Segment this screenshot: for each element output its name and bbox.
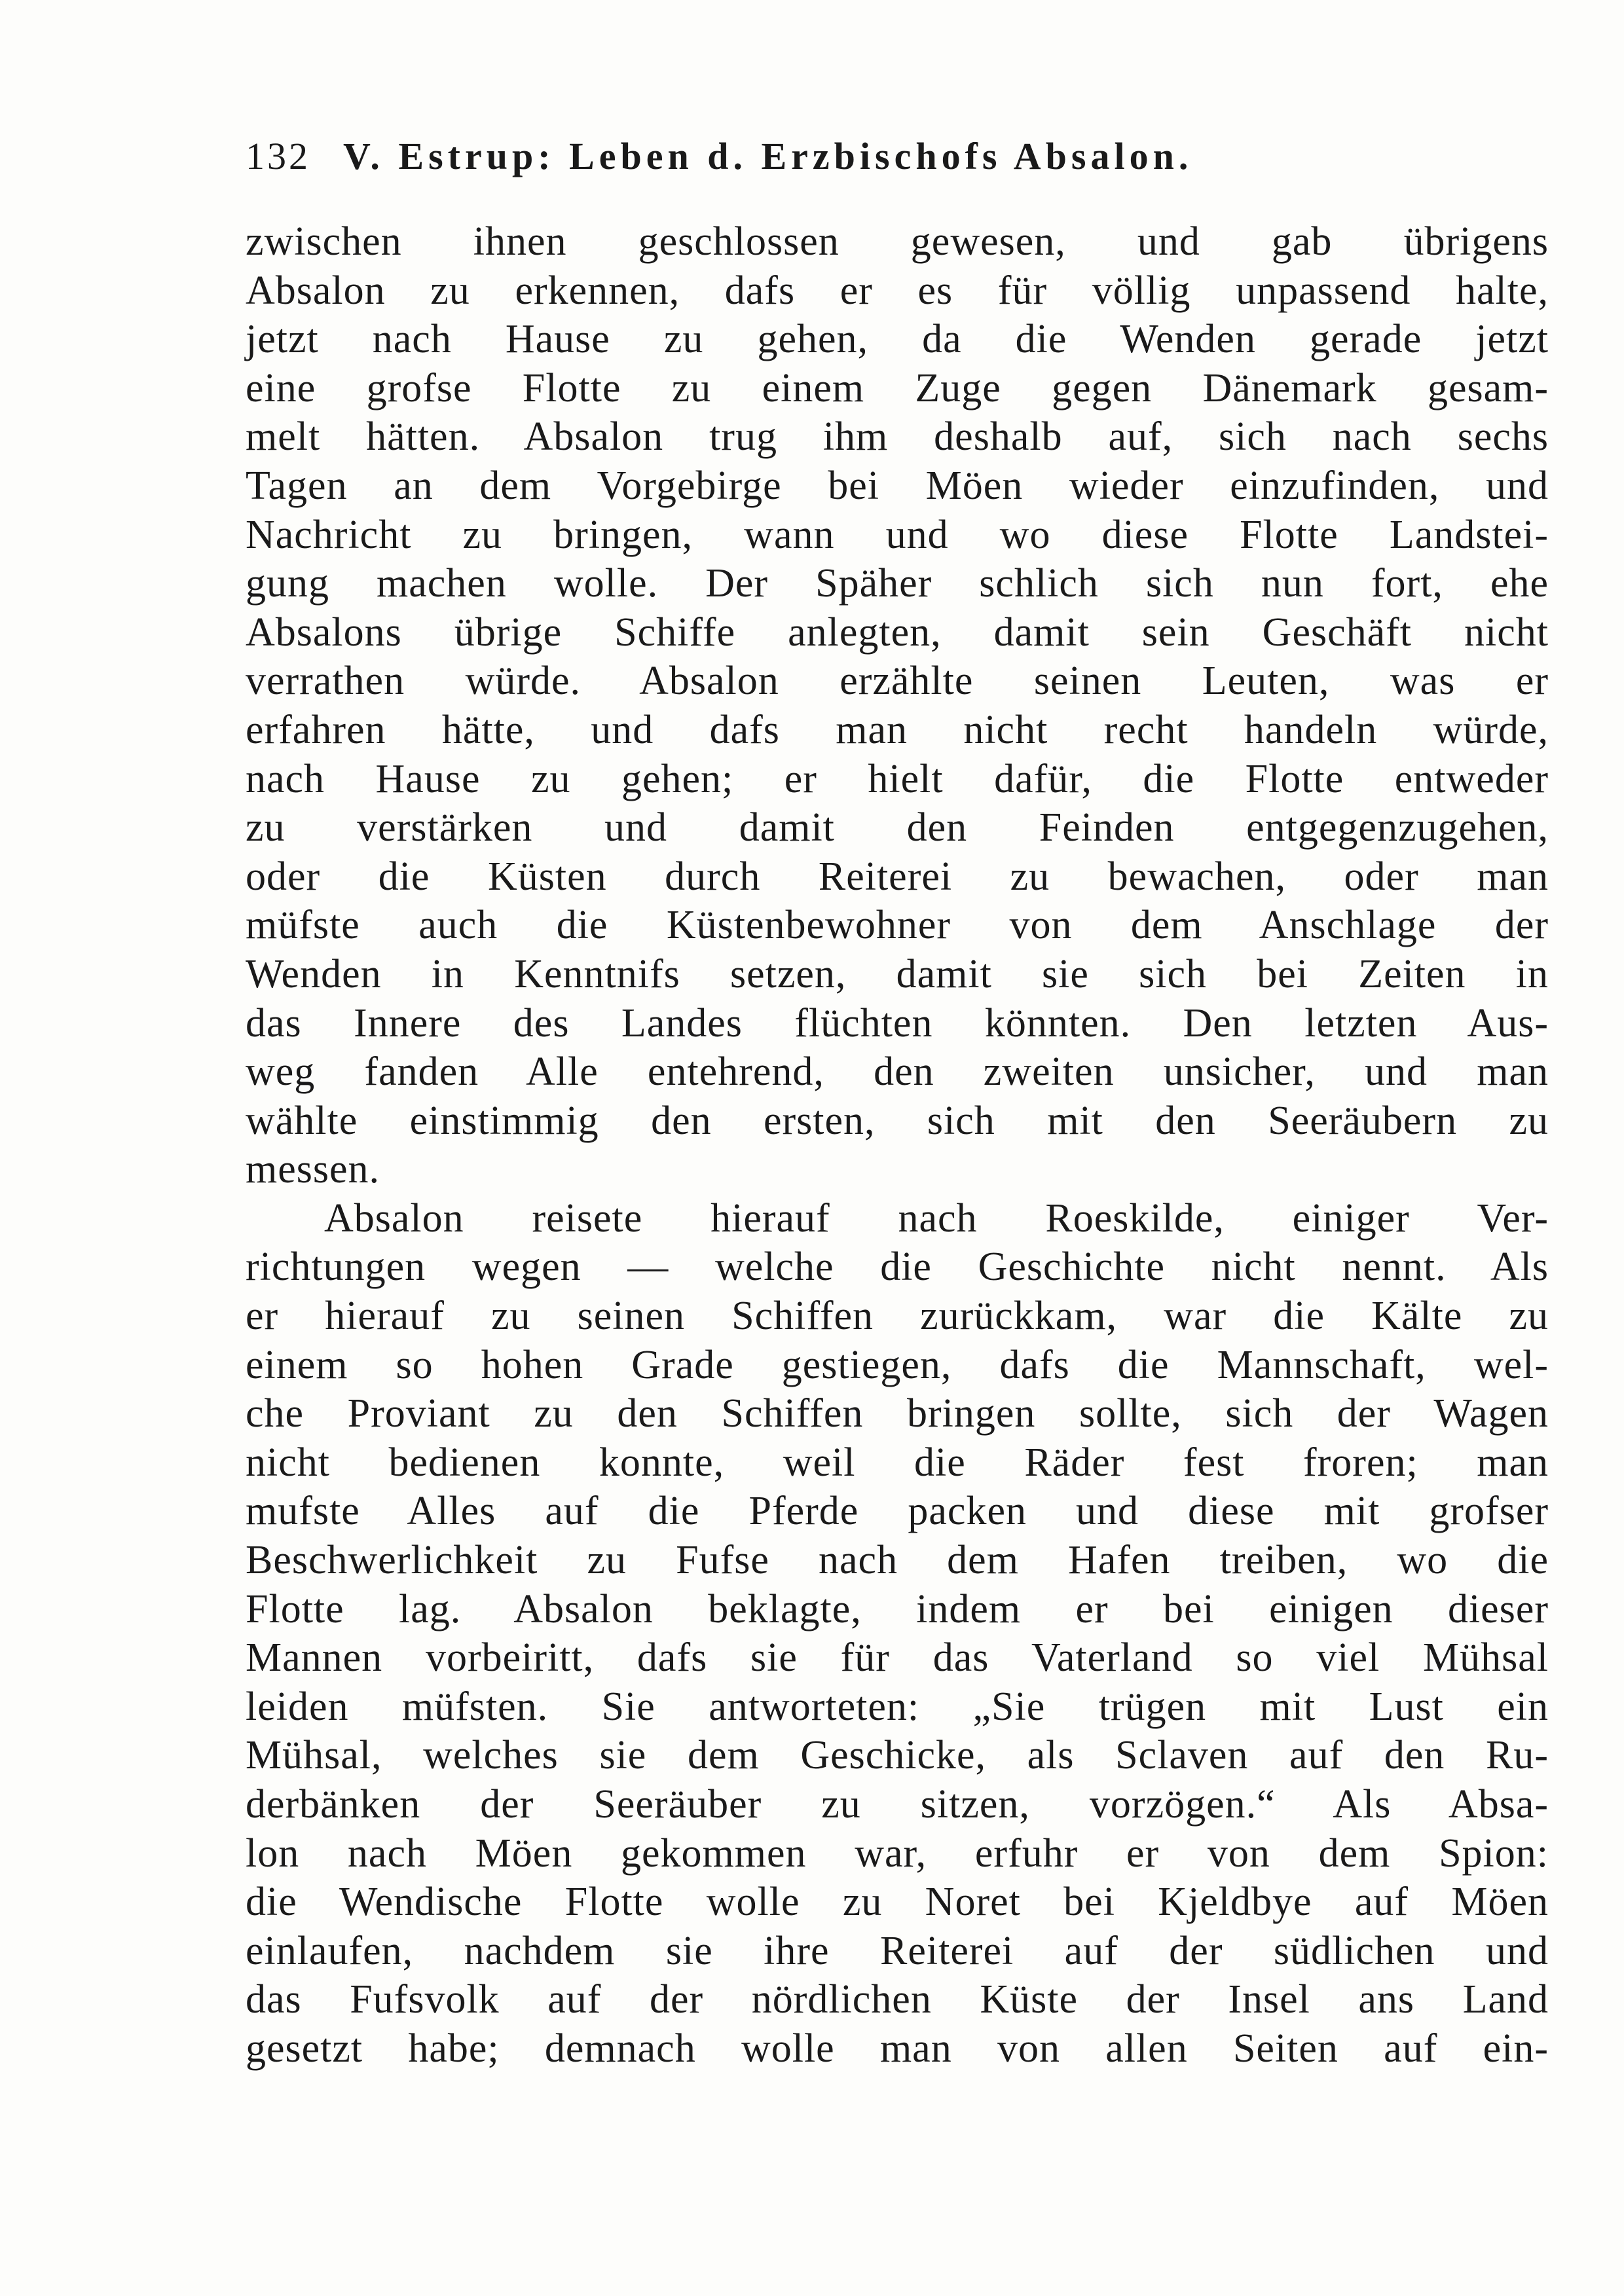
text-line: messen. [246,1147,380,1192]
text-line: oder die Küsten durch Reiterei zu bewachen, oder man [246,854,1549,899]
text-line: Mannen vorbeiritt, dafs sie für das Vaterland so viel Mühsal [246,1635,1549,1681]
text-line: erfahren hätte, und dafs man nicht recht handeln würde, [246,707,1549,752]
text-line: die Wendische Flotte wolle zu Noret bei Kjeldbye auf Möen [246,1880,1549,1925]
text-line: eine grofse Flotte zu einem Zuge gegen Dänemark gesam- [246,365,1549,410]
text-line: nach Hause zu gehen; er hielt dafür, die Flotte entweder [246,756,1549,801]
text-line: das Innere des Landes flüchten könnten. Den letzten Aus- [246,1000,1549,1046]
text-line: leiden müfsten. Sie antworteten: „Sie trügen mit Lust ein [246,1684,1549,1729]
text-line: einem so hohen Grade gestiegen, dafs die Mannschaft, wel- [246,1342,1549,1387]
body-text [246,217,1549,2073]
text-line: lon nach Möen gekommen war, erfuhr er von dem Spion: [246,1831,1549,1876]
text-line: müfste auch die Küstenbewohner von dem Anschlage der [246,903,1549,948]
text-line: zu verstärken und damit den Feinden entgegenzugehen, [246,805,1549,850]
text-line: zwischen ihnen geschlossen gewesen, und gab übrigens [246,219,1549,264]
text-line: Absalon reisete hierauf nach Roeskilde, einiger Ver- [324,1195,1549,1241]
text-line: Beschwerlichkeit zu Fufse nach dem Hafen treiben, wo die [246,1538,1549,1583]
text-line: mufste Alles auf die Pferde packen und diese mit grofser [246,1489,1549,1534]
text-line: das Fufsvolk auf der nördlichen Küste der Insel ans Land [246,1977,1549,2022]
running-header [246,134,1496,193]
text-line: nicht bedienen konnte, weil die Räder fest froren; man [246,1440,1549,1485]
text-line: einlaufen, nachdem sie ihre Reiterei auf der südlichen und [246,1928,1549,1973]
text-line: er hierauf zu seinen Schiffen zurückkam, war die Kälte zu [246,1294,1549,1339]
text-line: che Proviant zu den Schiffen bringen sollte, sich der Wagen [246,1391,1549,1436]
text-line: weg fanden Alle entehrend, den zweiten unsicher, und man [246,1049,1549,1095]
text-line: Wenden in Kenntnifs setzen, damit sie sich bei Zeiten in [246,951,1549,996]
text-line: wählte einstimmig den ersten, sich mit den Seeräubern zu [246,1098,1549,1143]
text-line: gung machen wolle. Der Späher schlich sich nun fort, ehe [246,561,1549,606]
text-line: Absalon zu erkennen, dafs er es für völlig unpassend halte, [246,268,1549,313]
text-line: melt hätten. Absalon trug ihm deshalb auf, sich nach sechs [246,414,1549,460]
page-number: 132 [246,135,310,177]
text-line: Tagen an dem Vorgebirge bei Möen wieder einzufinden, und [246,463,1549,508]
text-line: Absalons übrige Schiffe anlegten, damit sein Geschäft nicht [246,610,1549,655]
text-line: richtungen wegen — welche die Geschichte nicht nennt. Als [246,1245,1549,1290]
text-line: Mühsal, welches sie dem Geschicke, als Sclaven auf den Ru- [246,1733,1549,1778]
running-title: V. Estrup: Leben d. Erzbischofs Absalon. [343,135,1193,177]
text-line: Flotte lag. Absalon beklagte, indem er bei einigen dieser [246,1586,1549,1631]
text-line: gesetzt habe; demnach wolle man von allen Seiten auf ein- [246,2026,1549,2071]
text-line: Nachricht zu bringen, wann und wo diese Flotte Landstei- [246,512,1549,557]
text-line: verrathen würde. Absalon erzählte seinen Leuten, was er [246,659,1549,704]
text-line: derbänken der Seeräuber zu sitzen, vorzögen.“ Als Absa- [246,1782,1549,1827]
text-line: jetzt nach Hause zu gehen, da die Wenden gerade jetzt [246,317,1549,362]
